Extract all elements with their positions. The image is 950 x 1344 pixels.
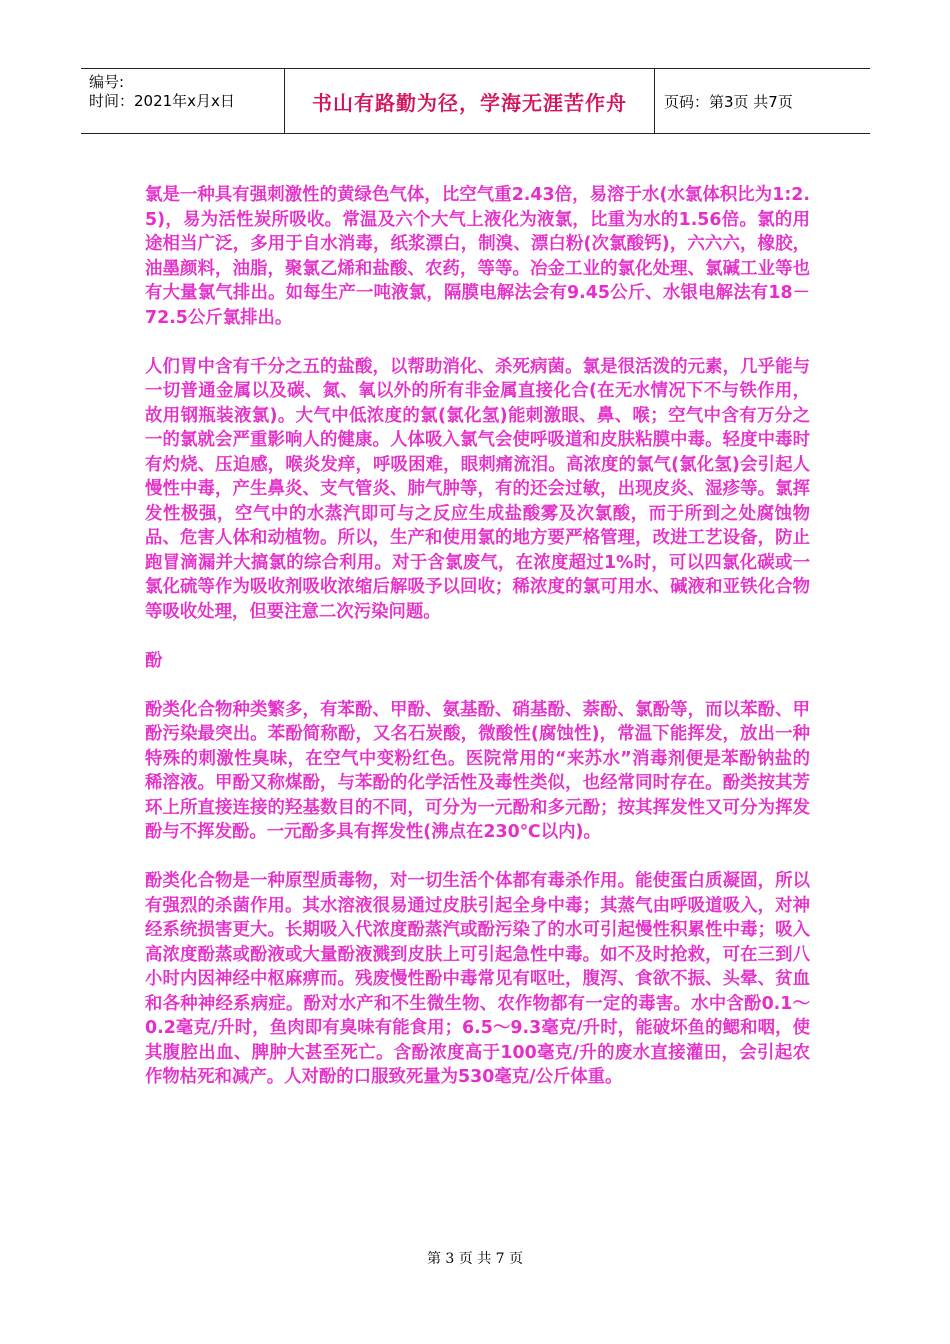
header-motto: 书山有路勤为径，学海无涯苦作舟 — [312, 90, 627, 115]
header-page-cell — [655, 69, 870, 133]
section-title-phenol: 酚 — [145, 650, 163, 671]
page-footer: 第 3 页 共 7 页 — [426, 1251, 524, 1267]
paragraph-phenol-types: 酚类化合物种类繁多，有苯酚、甲酚、氨基酚、硝基酚、萘酚、氯酚等，而以苯酚、甲酚污染最突出。苯酚简称酚，又名石炭酸，微酸性(腐蚀性)，常温下能挥发，放出一种特殊的刺激性臭味，在空气中变粉红色。医院常用的“来苏水”消毒剂便是苯酚钠盐的稀溶液。甲酚又称煤酚，与苯酚的化学活性及毒性类似，也经常同时存在。酚类按其芳环上所直接连接的羟基数目的不同，可分为一元酚和多元酚；按其挥发性又可分为挥发酚与不挥发酚。一元酚多具有挥发性(沸点在230℃以内)。 — [145, 699, 810, 842]
serial-number-label: 编号: — [89, 73, 125, 91]
paragraph-chlorine-hazards: 人们胃中含有千分之五的盐酸，以帮助消化、杀死病菌。氯是很活泼的元素，几乎能与一切普通金属以及碳、氮、氧以外的所有非金属直接化合(在无水情况下不与铁作用，故用钢瓶装液氯)。大气中低浓度的氯(氯化氢)能刺激眼、鼻、喉；空气中含有万分之一的氯就会严重影响人的健康。人体吸入氯气会使呼吸道和皮肤粘膜中毒。轻度中毒时有灼烧、压迫感，喉炎发痒，呼吸困难，眼刺痛流泪。高浓度的氯气(氯化氢)会引起人慢性中毒，产生鼻炎、支气管炎、肺气肿等，有的还会过敏，出现皮炎、湿疹等。氯挥发性极强，空气中的水蒸汽即可与之反应生成盐酸雾及次氯酸，而于所到之处腐蚀物品、危害人体和动植物。所以，生产和使用氯的地方要严格管理，改进工艺设备，防止跑冒滴漏并大搞氯的综合利用。对于含氯废气，在浓度超过1%时，可以四氯化碳或一氯化硫等作为吸收剂吸收浓缩后解吸予以回收；稀浓度的氯可用水、碱液和亚铁化合物等吸收处理，但要注意二次污染问题。 — [145, 356, 810, 622]
paragraph-phenol-toxicity: 酚类化合物是一种原型质毒物，对一切生活个体都有毒杀作用。能使蛋白质凝固，所以有强烈的杀菌作用。其水溶液很易通过皮肤引起全身中毒；其蒸气由呼吸道吸入，对神经系统损害更大。长期吸入代浓度酚蒸汽或酚污染了的水可引起慢性积累性中毒；吸入高浓度酚蒸或酚液或大量酚液溅到皮肤上可引起急性中毒。如不及时抢救，可在三到八小时内因神经中枢麻痹而。残废慢性酚中毒常见有呕吐，腹泻、食欲不振、头晕、贫血和各种神经系病症。酚对水产和不生微生物、农作物都有一定的毒害。水中含酚0.1～0.2毫克/升时，鱼肉即有臭味有能食用；6.5～9.3毫克/升时，能破坏鱼的鳃和咽，使其腹腔出血、脾肿大甚至死亡。含酚浓度高于100毫克/升的废水直接灌田，会引起农作物枯死和减产。人对酚的口服致死量为530毫克/公斤体重。 — [145, 871, 810, 1087]
page-header — [81, 68, 870, 134]
paragraph-chlorine-properties: 氯是一种具有强刺激性的黄绿色气体，比空气重2.43倍，易溶于水(水氯体积比为1:2.5)，易为活性炭所吸收。常温及六个大气上液化为液氯，比重为水的1.56倍。氯的用途相当广泛，多用于自水消毒，纸浆漂白，制溴、漂白粉(次氯酸钙)，六六六，橡胶，油墨颜料，油脂，聚氯乙烯和盐酸、农药，等等。冶金工业的氯化处理、氯碱工业等也有大量氯气排出。如每生产一吨液氯，隔膜电解法会有9.45公斤、水银电解法有18－72.5公斤氯排出。 — [145, 185, 810, 328]
header-motto-cell — [285, 69, 655, 133]
header-page-info: 页码：第3页 共7页 — [664, 92, 793, 111]
document-body — [145, 183, 810, 1114]
header-meta-cell — [81, 69, 285, 133]
date-label: 时间：2021年x月x日 — [89, 92, 235, 110]
